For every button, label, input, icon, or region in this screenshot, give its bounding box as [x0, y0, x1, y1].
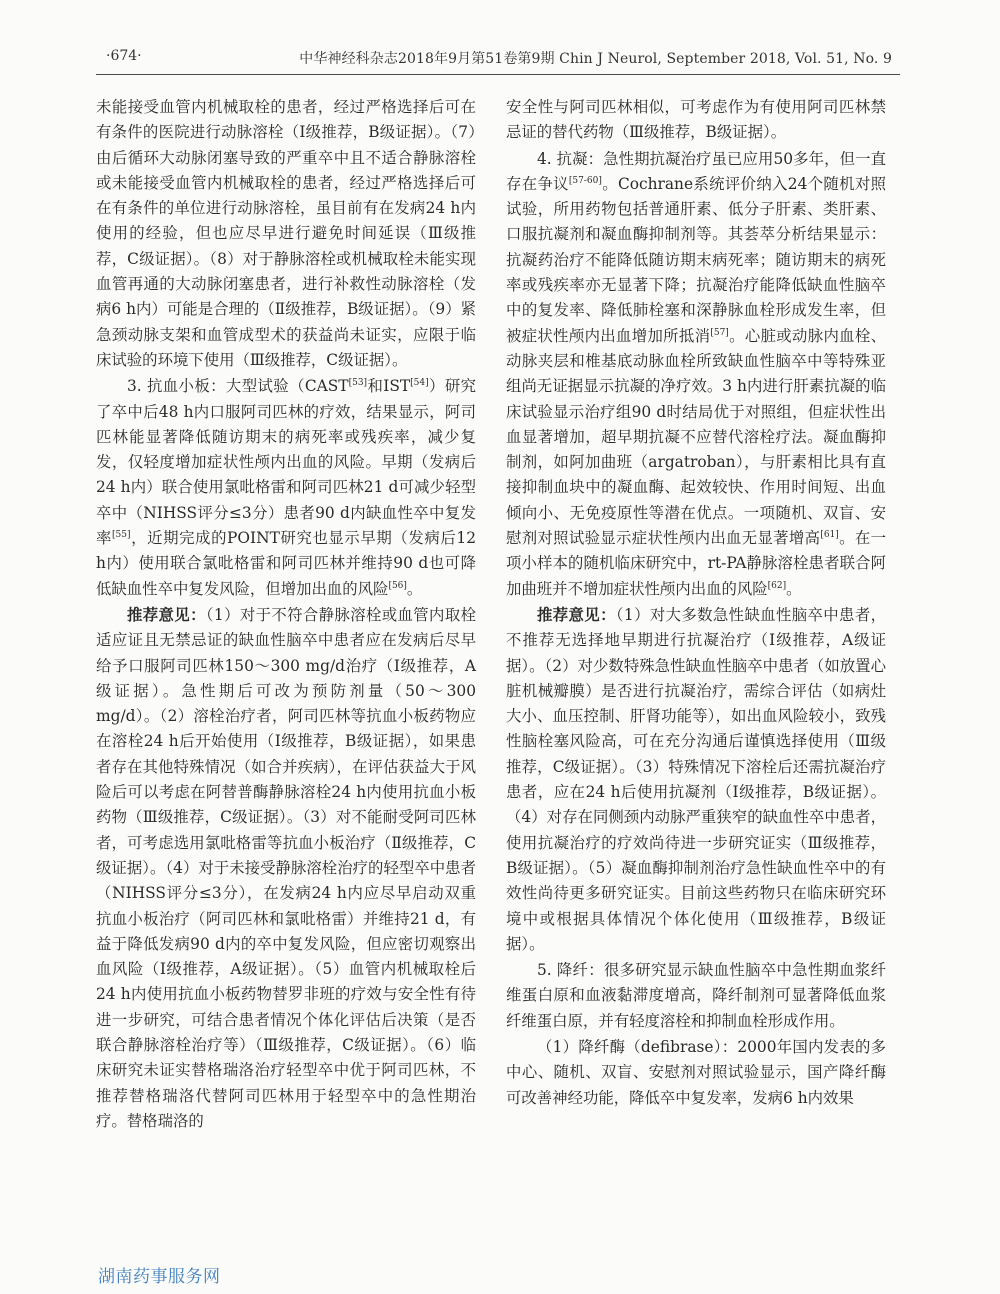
- text-run: （1）对于不符合静脉溶栓或血管内取栓适应证且无禁忌证的缺血性脑卒中患者应在发病后尽早给予口服阿司匹林150～300 mg/d治疗（Ⅰ级推荐，A级证据）。急性期后可改为预防剂量（50～300 mg/d）。（2）溶栓治疗者，阿司匹林等抗血小板药物应在溶栓24 h后开始使用（Ⅰ级推荐，B级证据），如果患者存在其他特殊情况（如合并疾病），在评估获益大于风险后可以考虑在阿替普酶静脉溶栓24 h内使用抗血小板药物（Ⅲ级推荐，C级证据）。（3）对不能耐受阿司匹林者，可考虑选用氯吡格雷等抗血小板治疗（Ⅱ级推荐，C级证据）。（4）对于未接受静脉溶栓治疗的轻型卒中患者（NIHSS评分≤3分），在发病24 h内应尽早启动双重抗血小板治疗（阿司匹林和氯吡格雷）并维持21 d，有益于降低发病90 d内的卒中复发风险，但应密切观察出血风险（Ⅰ级推荐，A级证据）。（5）血管内机械取栓后24 h内使用抗血小板药物替罗非班的疗效与安全性有待进一步研究，可结合患者情况个体化评估后决策（是否联合静脉溶栓治疗等）（Ⅲ级推荐，C级证据）。（6）临床研究未证实替格瑞洛治疗轻型卒中优于阿司匹林，不推荐替格瑞洛代替阿司匹林用于轻型卒中的急性期治疗。替格瑞洛的: [96, 605, 476, 1130]
- left-paragraph-antiplatelet: [96, 374, 476, 602]
- text-run: 。在一项小样本的随机临床研究中，rt-PA静脉溶栓患者联合阿加曲班并不增加症状性颅内出血的风险: [506, 529, 886, 598]
- recommendation-lead: 推荐意见：: [537, 605, 616, 624]
- left-column: [96, 95, 476, 1135]
- right-column: [506, 95, 886, 1112]
- text-run: 4. 抗凝：急性期抗凝治疗虽已应用50多年，但一直存在争议: [506, 149, 886, 193]
- text-run: 。心脏或动脉内血栓、动脉夹层和椎基底动脉血栓所致缺血性脑卒中等特殊亚组尚无证据显示抗凝的净疗效。3 h内进行肝素抗凝的临床试验显示治疗组90 d时结局优于对照组，但症状性出血显著增加，超早期抗凝不应替代溶栓疗法。凝血酶抑制剂，如阿加曲班（argatroban），与肝素相比具有直接抑制血块中的凝血酶、起效较快、作用时间短、出血倾向小、无免疫原性等潜在优点。一项随机、双盲、安慰剂对照试验显示症状性颅内出血无显著增高: [506, 326, 886, 548]
- right-paragraph-defibrase: （1）降纤酶（defibrase）：2000年国内发表的多中心、随机、双盲、安慰剂对照试验显示，国产降纤酶可改善神经功能，降低卒中复发率，发病6 h内效果: [506, 1037, 886, 1107]
- citation-ref: [54]: [410, 378, 429, 389]
- header-rule: [96, 74, 900, 75]
- recommendation-lead: 推荐意见：: [127, 605, 206, 624]
- text-run: 3. 抗血小板：大型试验（CAST: [127, 377, 349, 396]
- text-run: ，近期完成的POINT研究也显示早期（发病后12 h内）使用联合氯吡格雷和阿司匹林并维持90 d也可降低缺血性卒中复发风险，但增加出血的风险: [96, 529, 476, 598]
- citation-ref: [55]: [112, 529, 131, 540]
- text-run: 。: [786, 579, 802, 598]
- citation-ref: [53]: [348, 378, 368, 389]
- citation-ref: [62]: [767, 580, 787, 591]
- text-run: ）研究了卒中后48 h内口服阿司匹林的疗效，结果显示，阿司匹林能显著降低随访期末的病死率或残疾率，减少复发，仅轻度增加症状性颅内出血的风险。早期（发病后24 h内）联合使用氯吡格雷和阿司匹林21 d可减少轻型卒中（NIHSS评分≤3分）患者90 d内缺血性卒中复发率: [96, 377, 476, 548]
- page-number: ·674·: [106, 48, 142, 64]
- left-paragraph-1: 未能接受血管内机械取栓的患者，经过严格选择后可在有条件的医院进行动脉溶栓（Ⅰ级推荐，B级证据）。（7）由后循环大动脉闭塞导致的严重卒中且不适合静脉溶栓或未能接受血管内机械取栓的患者，经过严格选择后可在有条件的单位进行动脉溶栓，虽目前有在发病24 h内使用的经验，但也应尽早进行避免时间延误（Ⅲ级推荐，C级证据）。（8）对于静脉溶栓或机械取栓未能实现血管再通的大动脉闭塞患者，进行补救性动脉溶栓（发病6 h内）可能是合理的（Ⅱ级推荐，B级证据）。（9）紧急颈动脉支架和血管成型术的获益尚未证实，应限于临床试验的环境下使用（Ⅲ级推荐，C级证据）。: [96, 98, 476, 369]
- watermark-text: 湖南药事服务网: [98, 1267, 221, 1287]
- journal-header: 中华神经科杂志2018年9月第51卷第9期 Chin J Neurol, September 2018, Vol. 51, No. 9: [299, 51, 892, 67]
- citation-ref: [57-60]: [568, 175, 602, 186]
- text-run: 和IST: [367, 377, 411, 396]
- text-run: 。Cochrane系统评价纳入24个随机对照试验，所用药物包括普通肝素、低分子肝素、类肝素、口服抗凝剂和凝血酶抑制剂等。其荟萃分析结果显示：抗凝药治疗不能降低随访期末病死率；随访期末的病死率或残疾率亦无显著下降；抗凝治疗能降低缺血性脑卒中的复发率、降低肺栓塞和深静脉血栓形成发生率，但被症状性颅内出血增加所抵消: [506, 174, 886, 345]
- citation-ref: [61]: [820, 529, 839, 540]
- left-recommendation: [96, 603, 476, 1134]
- right-paragraph-anticoagulation: [506, 147, 886, 602]
- right-paragraph-1: 安全性与阿司匹林相似，可考虑作为有使用阿司匹林禁忌证的替代药物（Ⅲ级推荐，B级证据）。: [506, 98, 886, 142]
- citation-ref: [56]: [388, 580, 407, 591]
- right-recommendation: [506, 603, 886, 957]
- text-run: （1）对大多数急性缺血性脑卒中患者，不推荐无选择地早期进行抗凝治疗（Ⅰ级推荐，A级证据）。（2）对少数特殊急性缺血性脑卒中患者（如放置心脏机械瓣膜）是否进行抗凝治疗，需综合评估（如病灶大小、血压控制、肝肾功能等），如出血风险较小，致残性脑栓塞风险高，可在充分沟通后谨慎选择使用（Ⅲ级推荐，C级证据）。（3）特殊情况下溶栓后还需抗凝治疗患者，应在24 h后使用抗凝剂（Ⅰ级推荐，B级证据）。（4）对存在同侧颈内动脉严重狭窄的缺血性卒中患者，使用抗凝治疗的疗效尚待进一步研究证实（Ⅲ级推荐，B级证据）。（5）凝血酶抑制剂治疗急性缺血性卒中的有效性尚待更多研究证实。目前这些药物只在临床研究环境中或根据具体情况个体化使用（Ⅲ级推荐，B级证据）。: [506, 605, 886, 953]
- citation-ref: [57]: [710, 327, 729, 338]
- text-run: 。: [406, 579, 423, 598]
- right-paragraph-defibrination: 5. 降纤：很多研究显示缺血性脑卒中急性期血浆纤维蛋白原和血液黏滞度增高，降纤制剂可显著降低血浆纤维蛋白原，并有轻度溶栓和抑制血栓形成作用。: [506, 961, 886, 1030]
